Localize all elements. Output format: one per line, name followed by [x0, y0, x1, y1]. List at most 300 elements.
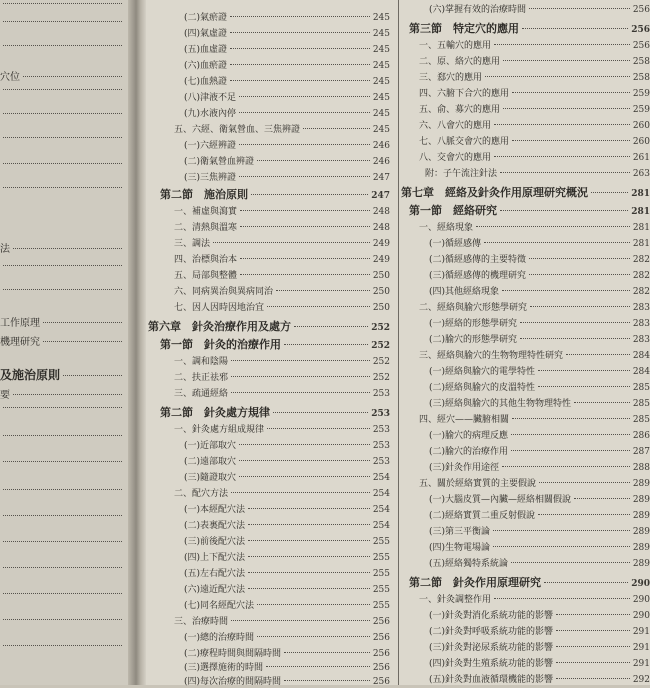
leader-dots [556, 630, 630, 631]
toc-entry [401, 476, 650, 490]
toc-entry [401, 672, 650, 686]
toc-page-number: 289 [632, 543, 650, 553]
left-toc-fragment [0, 544, 122, 558]
leader-dots [3, 137, 122, 138]
toc-entry [146, 630, 390, 644]
toc-page-number: 289 [632, 495, 650, 505]
toc-entry-title: (一)經絡與腧穴的電學特性 [429, 367, 536, 377]
toc-page-number: 249 [372, 239, 390, 249]
toc-entry [146, 154, 390, 168]
left-toc-fragment [0, 570, 122, 584]
leader-dots [63, 375, 122, 376]
leader-dots [248, 524, 370, 525]
leader-dots [257, 636, 370, 637]
leader-dots [512, 418, 630, 419]
toc-entry [146, 370, 390, 384]
leader-dots [231, 392, 370, 393]
toc-entry [146, 534, 390, 548]
toc-page-number: 258 [632, 57, 650, 67]
toc-section-heading [401, 20, 650, 34]
toc-entry [146, 598, 390, 612]
toc-entry [401, 412, 650, 426]
toc-entry [146, 74, 390, 88]
leader-dots [239, 112, 370, 113]
toc-entry [401, 150, 650, 164]
toc-entry-title: 第一節 經絡研究 [409, 204, 497, 217]
toc-page-number: 255 [372, 553, 390, 563]
left-toc-fragment [0, 518, 122, 532]
toc-page-number: 245 [372, 29, 390, 39]
toc-entry-title: 五、六經、衛氣營血、三焦辨證 [174, 125, 301, 135]
toc-entry-title: (二)針灸對呼吸系統功能的影響 [429, 627, 554, 637]
left-toc-fragment [0, 386, 122, 400]
toc-entry [401, 380, 650, 394]
toc-entry-title: (二)經絡與腧穴的皮溫特性 [429, 383, 536, 393]
toc-entry-title: (五)血虛證 [184, 45, 228, 55]
toc-entry [401, 364, 650, 378]
left-toc-fragment [0, 140, 122, 154]
toc-entry [401, 118, 650, 132]
toc-entry-title: 三、治療時間 [174, 617, 229, 627]
toc-page-number: 247 [371, 191, 390, 201]
toc-page-number: 282 [632, 255, 650, 265]
toc-page-number: 248 [372, 223, 390, 233]
toc-page-number: 290 [631, 579, 650, 589]
toc-entry [146, 204, 390, 218]
leader-dots [502, 290, 630, 291]
toc-entry [146, 486, 390, 500]
toc-page-number: 285 [632, 399, 650, 409]
leader-dots [3, 515, 122, 516]
toc-entry [401, 540, 650, 554]
toc-entry [401, 592, 650, 606]
toc-entry [146, 122, 390, 136]
toc-page-number: 284 [632, 351, 650, 361]
toc-entry [146, 106, 390, 120]
toc-page-number: 250 [372, 271, 390, 281]
leader-dots [23, 76, 122, 77]
toc-page-number: 281 [632, 223, 650, 233]
toc-entry [401, 460, 650, 474]
toc-page-number: 254 [372, 473, 390, 483]
toc-section-heading [401, 574, 650, 588]
toc-entry [146, 614, 390, 628]
left-toc-fragment [0, 292, 122, 306]
leader-dots [213, 242, 370, 243]
leader-dots [248, 508, 370, 509]
toc-entry-title: (四)針灸對生殖系統功能的影響 [429, 659, 554, 669]
toc-page-number: 281 [631, 207, 650, 217]
toc-entry [146, 252, 390, 266]
left-toc-fragment [0, 438, 122, 452]
leader-dots [284, 680, 370, 681]
toc-entry-title: (三)循經感傳的機理研究 [429, 271, 527, 281]
leader-dots [3, 187, 122, 188]
leader-dots [230, 48, 370, 49]
toc-entry-title: (五)左右配穴法 [184, 569, 246, 579]
toc-page-number: 256 [632, 41, 650, 51]
leader-dots [520, 322, 630, 323]
toc-entry-title: (四)每次治療的間隔時間 [184, 677, 282, 687]
leader-dots [239, 476, 370, 477]
toc-entry-title: 三、調法 [174, 239, 211, 249]
leader-dots [251, 194, 368, 195]
leader-dots [284, 344, 368, 345]
toc-entry-title: 七、八脈交會穴的應用 [419, 137, 510, 147]
leader-dots [3, 489, 122, 490]
leader-dots [239, 96, 370, 97]
toc-entry [401, 284, 650, 298]
toc-page-number: 259 [632, 105, 650, 115]
toc-entry [146, 26, 390, 40]
left-toc-fragment [0, 333, 122, 347]
left-toc-fragment [0, 314, 122, 328]
toc-page-number: 247 [372, 173, 390, 183]
toc-page-number: 245 [372, 77, 390, 87]
toc-entry-title: (一)總的治療時間 [184, 633, 255, 643]
toc-entry-title: (九)水液內停 [184, 109, 237, 119]
toc-page-number: 291 [632, 659, 650, 669]
toc-page-number: 256 [632, 5, 650, 15]
leader-dots [257, 160, 370, 161]
leader-dots [231, 492, 370, 493]
toc-entry-title: 一、針灸處方組成規律 [174, 425, 265, 435]
leader-dots [3, 567, 122, 568]
left-toc-fragment [0, 190, 122, 204]
leader-dots [539, 482, 630, 483]
leader-dots [294, 326, 368, 327]
toc-page-number: 291 [632, 643, 650, 653]
toc-entry-title: 一、補虛與瀉實 [174, 207, 238, 217]
toc-entry-title: 五、局部與整體 [174, 271, 238, 281]
leader-dots [522, 28, 628, 29]
toc-section-heading [146, 404, 390, 418]
leader-dots [574, 402, 630, 403]
toc-page-number: 254 [372, 489, 390, 499]
leader-dots [3, 407, 122, 408]
toc-entry-title: 一、經絡現象 [419, 223, 474, 233]
toc-page-number: 245 [372, 93, 390, 103]
toc-page-number: 285 [632, 415, 650, 425]
toc-page-number: 256 [372, 649, 390, 659]
toc-entry-title: (六)掌握有效的治療時間 [429, 5, 527, 15]
toc-entry [401, 656, 650, 670]
toc-entry-title: (八)津液不足 [184, 93, 237, 103]
leader-dots [538, 386, 630, 387]
leader-dots [240, 258, 370, 259]
book-spine [128, 0, 146, 685]
toc-page-number: 249 [372, 255, 390, 265]
leader-dots [266, 666, 370, 667]
leader-dots [494, 44, 630, 45]
leader-dots [3, 619, 122, 620]
toc-entry [401, 236, 650, 250]
left-toc-fragment [0, 464, 122, 478]
left-toc-fragment [0, 268, 122, 282]
toc-entry-title: 第三節 特定穴的應用 [409, 22, 519, 35]
toc-page-number: 253 [372, 441, 390, 451]
toc-entry [401, 624, 650, 638]
toc-entry [146, 170, 390, 184]
toc-entry [146, 10, 390, 24]
toc-entry [146, 518, 390, 532]
toc-page-number: 250 [372, 287, 390, 297]
toc-entry [401, 524, 650, 538]
toc-entry-title: (一)循經感傳 [429, 239, 482, 249]
leader-dots [248, 556, 370, 557]
toc-entry-title: 三、郄穴的應用 [419, 73, 483, 83]
toc-entry [401, 86, 650, 100]
leader-dots [231, 620, 370, 621]
toc-entry-title: 五、關於經絡實質的主要假說 [419, 479, 537, 489]
toc-entry-title: (三)第三平衡論 [429, 527, 491, 537]
leader-dots [3, 113, 122, 114]
leader-dots [303, 128, 370, 129]
toc-entry-title: 六、同病異治與異病同治 [174, 287, 274, 297]
leader-dots [230, 80, 370, 81]
toc-entry-title: (三)選擇施術的時間 [184, 663, 264, 673]
leader-dots [3, 289, 122, 290]
leader-dots [230, 16, 370, 17]
toc-page-number: 260 [632, 137, 650, 147]
toc-entry-title: 三、疏通經絡 [174, 389, 229, 399]
toc-entry-title: (五)針灸對血液循環機能的影響 [429, 675, 554, 685]
left-toc-fragment-text: 及施治原則 [0, 368, 61, 382]
leader-dots [230, 64, 370, 65]
toc-page-number: 252 [371, 341, 390, 351]
toc-page-number: 255 [372, 569, 390, 579]
leader-dots [248, 540, 370, 541]
leader-dots [257, 604, 370, 605]
toc-entry-title: (一)針灸對消化系統功能的影響 [429, 611, 554, 621]
toc-entry [401, 608, 650, 622]
toc-entry [146, 236, 390, 250]
left-toc-fragment [0, 240, 122, 254]
toc-page-number: 283 [632, 303, 650, 313]
toc-entry [401, 70, 650, 84]
toc-section-heading [146, 336, 390, 350]
toc-entry [401, 556, 650, 570]
toc-entry-title: 第二節 針灸作用原理研究 [409, 576, 541, 589]
toc-page-number: 287 [632, 447, 650, 457]
leader-dots [3, 645, 122, 646]
leader-dots [538, 514, 630, 515]
toc-entry-title: 第二節 針灸處方規律 [160, 406, 270, 419]
toc-entry [401, 300, 650, 314]
leader-dots [502, 466, 630, 467]
leader-dots [529, 274, 630, 275]
toc-page-number: 289 [632, 511, 650, 521]
toc-page-number: 254 [372, 505, 390, 515]
toc-entry [401, 444, 650, 458]
toc-entry-title: (二)經絡實質二重反射假說 [429, 511, 536, 521]
toc-entry-title: (七)血熱證 [184, 77, 228, 87]
toc-entry [146, 660, 390, 674]
leader-dots [267, 428, 370, 429]
toc-entry-title: (一)本經配穴法 [184, 505, 246, 515]
leader-dots [230, 32, 370, 33]
toc-entry-title: (四)氣虛證 [184, 29, 228, 39]
left-toc-fragment-text: 要 [0, 390, 10, 401]
toc-entry [401, 252, 650, 266]
column-divider [398, 0, 399, 685]
toc-entry-title: (四)其他經絡現象 [429, 287, 500, 297]
toc-entry [401, 508, 650, 522]
leader-dots [566, 354, 630, 355]
toc-page-number: 292 [632, 675, 650, 685]
leader-dots [511, 562, 630, 563]
toc-page-number: 256 [372, 617, 390, 627]
toc-page-number: 258 [632, 73, 650, 83]
left-toc-fragment [0, 68, 122, 82]
leader-dots [43, 341, 122, 342]
toc-entry-title: (三)針灸作用途徑 [429, 463, 500, 473]
leader-dots [3, 541, 122, 542]
toc-entry-title: 六、八會穴的應用 [419, 121, 492, 131]
toc-entry-title: (三)經絡與腧穴的其他生物物理特性 [429, 399, 572, 409]
toc-entry-title: (二)表裏配穴法 [184, 521, 246, 531]
toc-entry [146, 42, 390, 56]
toc-page-number: 263 [632, 169, 650, 179]
toc-page-number: 246 [372, 157, 390, 167]
toc-page-number: 260 [632, 121, 650, 131]
toc-page-number: 281 [631, 189, 650, 199]
toc-page-number: 283 [632, 335, 650, 345]
toc-entry [146, 502, 390, 516]
toc-entry-title: (一)腧穴的病理反應 [429, 431, 509, 441]
toc-entry [401, 2, 650, 16]
toc-entry [401, 640, 650, 654]
toc-page-number: 253 [372, 425, 390, 435]
toc-entry-title: 二、配穴方法 [174, 489, 229, 499]
leader-dots [3, 593, 122, 594]
toc-page-number: 282 [632, 287, 650, 297]
toc-page-number: 289 [632, 527, 650, 537]
toc-page-number: 256 [631, 25, 650, 35]
leader-dots [231, 376, 370, 377]
toc-page-number: 250 [372, 303, 390, 313]
toc-entry [146, 454, 390, 468]
leader-dots [240, 274, 370, 275]
toc-entry [146, 566, 390, 580]
toc-entry [401, 220, 650, 234]
leader-dots [3, 265, 122, 266]
toc-entry-title: (三)隨證取穴 [184, 473, 237, 483]
toc-entry [146, 58, 390, 72]
toc-entry-title: (一)近部取穴 [184, 441, 237, 451]
toc-chapter-heading [401, 184, 650, 198]
toc-entry-title: (二)氣瘀證 [184, 13, 228, 23]
toc-entry-title: (一)六經辨證 [184, 141, 237, 151]
toc-page-number: 245 [372, 125, 390, 135]
toc-page-number: 290 [632, 611, 650, 621]
left-toc-fragment [0, 596, 122, 610]
toc-entry-title: 第二節 施治原則 [160, 188, 248, 201]
toc-entry-title: 第七章 經絡及針灸作用原理研究概況 [401, 186, 588, 199]
leader-dots [484, 242, 630, 243]
leader-dots [574, 498, 630, 499]
leader-dots [3, 45, 122, 46]
toc-page-number: 256 [372, 633, 390, 643]
leader-dots [511, 450, 630, 451]
leader-dots [500, 172, 630, 173]
toc-entry-title: (二)療程時間與間隔時間 [184, 649, 282, 659]
leader-dots [500, 210, 628, 211]
toc-entry [401, 134, 650, 148]
toc-entry-title: 一、五輸穴的應用 [419, 41, 492, 51]
toc-entry [146, 354, 390, 368]
toc-entry-title: (三)針灸對泌尿系統功能的影響 [429, 643, 554, 653]
toc-entry-title: 二、經絡與腧穴形態學研究 [419, 303, 528, 313]
leader-dots [529, 258, 630, 259]
toc-entry-title: (二)腧穴的治療作用 [429, 447, 509, 457]
leader-dots [3, 163, 122, 164]
toc-page-number: 283 [632, 319, 650, 329]
toc-page-number: 254 [372, 521, 390, 531]
toc-entry [146, 582, 390, 596]
toc-entry [401, 166, 650, 180]
toc-entry-title: (二)衛氣營血辨證 [184, 157, 255, 167]
toc-page-number: 253 [372, 389, 390, 399]
left-toc-fragment [0, 48, 122, 62]
toc-entry [401, 428, 650, 442]
toc-entry [401, 492, 650, 506]
toc-page-number: 245 [372, 45, 390, 55]
toc-entry [146, 138, 390, 152]
leader-dots [240, 226, 370, 227]
toc-entry [401, 316, 650, 330]
toc-entry-title: 三、經絡與腧穴的生物物理特性研究 [419, 351, 564, 361]
leader-dots [556, 614, 630, 615]
toc-entry [146, 646, 390, 660]
toc-entry [146, 268, 390, 282]
toc-entry [146, 550, 390, 564]
toc-page-number: 246 [372, 141, 390, 151]
leader-dots [13, 248, 122, 249]
toc-page-number: 245 [372, 13, 390, 23]
left-toc-fragment [0, 6, 122, 20]
toc-page-number: 282 [632, 271, 650, 281]
leader-dots [240, 210, 370, 211]
toc-entry-title: (二)循經感傳的主要特徵 [429, 255, 527, 265]
toc-page-number: 281 [632, 239, 650, 249]
toc-entry-title: 第六章 針灸治療作用及處方 [148, 320, 291, 333]
left-toc-fragment-text: 機理研究 [0, 337, 40, 348]
toc-entry [146, 438, 390, 452]
toc-entry [401, 54, 650, 68]
toc-entry-title: 二、扶正祛邪 [174, 373, 229, 383]
toc-entry-title: 四、六腑下合穴的應用 [419, 89, 510, 99]
leader-dots [273, 412, 368, 413]
toc-page-number: 290 [632, 595, 650, 605]
leader-dots [485, 76, 630, 77]
leader-dots [556, 646, 630, 647]
leader-dots [284, 652, 370, 653]
toc-entry-title: (二)遠部取穴 [184, 457, 237, 467]
left-toc-fragment [0, 166, 122, 180]
toc-entry-title: 四、經穴——臟腑相關 [419, 415, 510, 425]
toc-section-heading [146, 186, 390, 200]
left-toc-fragment [0, 492, 122, 506]
leader-dots [267, 306, 370, 307]
leader-dots [3, 21, 122, 22]
toc-entry-title: 附：子午流注針法 [425, 169, 498, 179]
leader-dots [556, 678, 630, 679]
toc-page-number: 253 [372, 457, 390, 467]
toc-entry-title: (四)生物電場論 [429, 543, 491, 553]
toc-page-number: 289 [632, 479, 650, 489]
toc-entry [146, 300, 390, 314]
